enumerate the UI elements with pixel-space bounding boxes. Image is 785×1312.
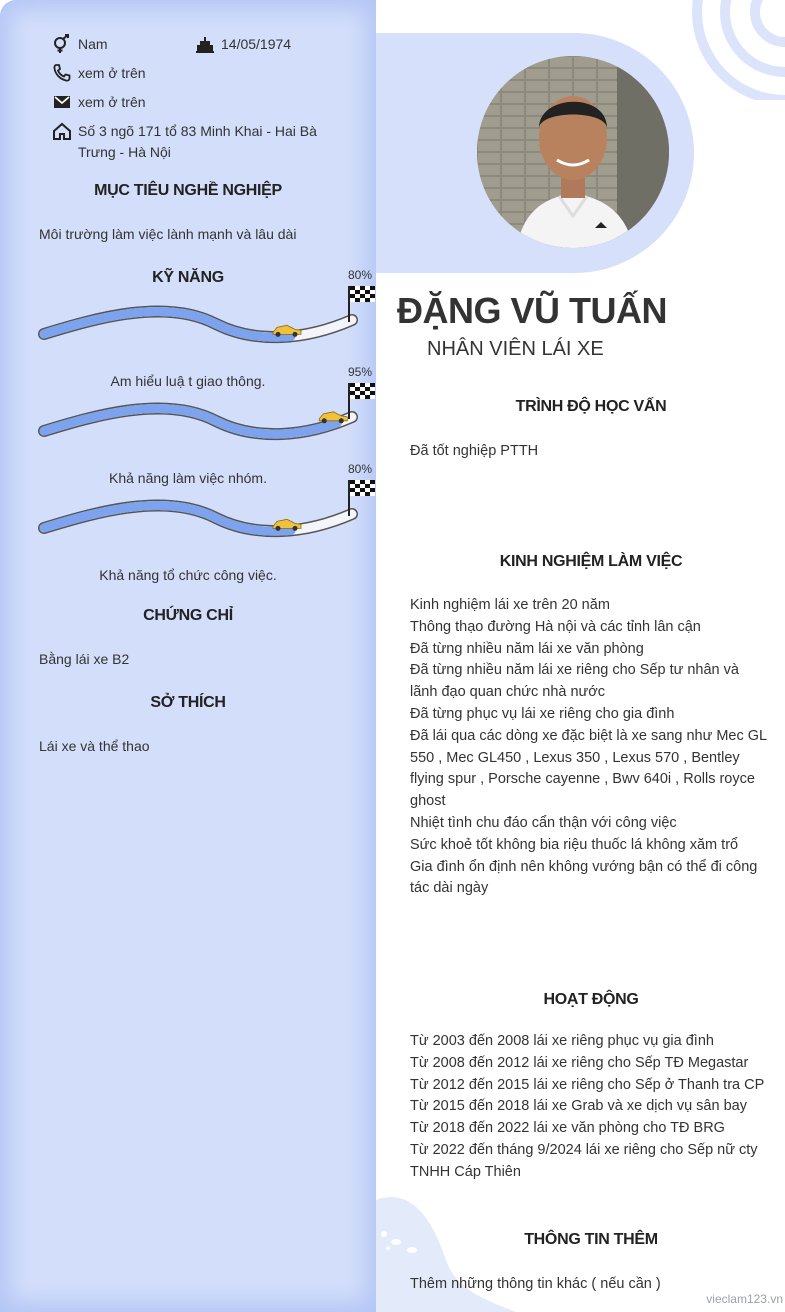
education-text: Đã tốt nghiệp PTTH <box>410 443 539 459</box>
certificates-title: CHỨNG CHỈ <box>143 607 233 624</box>
experience-item: Thông thạo đường Hà nội và các tỉnh lân cận <box>410 618 701 635</box>
checkered-flag-icon <box>350 480 375 496</box>
experience-item: Đã từng nhiều năm lái xe văn phòng <box>410 640 644 657</box>
activity-item: Từ 2018 đến 2022 lái xe văn phòng cho TĐ BRG <box>410 1120 725 1137</box>
skill-label: Khả năng làm việc nhóm. <box>109 470 267 486</box>
full-name: ĐẶNG VŨ TUẤN <box>397 290 667 331</box>
flag-pole <box>348 286 350 322</box>
flag-pole <box>348 383 350 419</box>
skill-percent: 80% <box>348 268 373 282</box>
skill-road <box>36 365 376 445</box>
checkered-flag-icon <box>350 383 375 399</box>
skill-road <box>36 268 376 348</box>
additional-title: THÔNG TIN THÊM <box>524 1231 658 1248</box>
skill-item <box>36 365 376 445</box>
email-text: xem ở trên <box>78 94 146 110</box>
address-text: Số 3 ngõ 171 tổ 83 Minh Khai - Hai Bà Trưng - Hà Nội <box>78 123 317 160</box>
experience-item: Đã từng phục vụ lái xe riêng cho gia đình <box>410 705 675 722</box>
additional-text: Thêm những thông tin khác ( nếu cần ) <box>410 1276 661 1292</box>
skill-item <box>36 462 376 542</box>
activity-item: Từ 2012 đến 2015 lái xe riêng cho Sếp ở Thanh tra CP <box>410 1076 765 1093</box>
checkered-flag-icon <box>350 286 375 302</box>
mail-icon <box>52 92 72 112</box>
skill-percent: 80% <box>348 462 373 476</box>
phone-row <box>52 63 146 84</box>
skill-label: Am hiểu luậ t giao thông. <box>110 373 266 389</box>
experience-item: Đã từng nhiều năm lái xe riêng cho Sếp tư nhân và lãnh đạo quan chức nhà nước <box>410 662 739 701</box>
skill-road <box>36 462 376 542</box>
activities-title: HOẠT ĐỘNG <box>543 991 639 1008</box>
experience-list <box>410 595 768 900</box>
home-icon <box>52 121 72 141</box>
experience-item: Kinh nghiệm lái xe trên 20 năm <box>410 597 610 613</box>
email-row <box>52 92 146 113</box>
experience-item: Sức khoẻ tốt không bia riệu thuốc lá không xăm trổ <box>410 836 739 853</box>
skills-title: KỸ NĂNG <box>152 269 224 286</box>
address-row <box>52 121 342 163</box>
activities-list <box>410 1031 768 1184</box>
birthday-row <box>195 34 291 55</box>
watermark: vieclam123.vn <box>706 1292 783 1306</box>
cake-icon <box>195 34 215 54</box>
profile-photo <box>477 56 669 248</box>
hobbies-title: SỞ THÍCH <box>150 694 226 711</box>
experience-item: Nhiệt tình chu đáo cẩn thận với công việc <box>410 814 677 831</box>
flag-pole <box>348 480 350 516</box>
activity-item: Từ 2015 đến 2018 lái xe Grab và xe dịch vụ sân bay <box>410 1098 747 1115</box>
skill-item <box>36 268 376 348</box>
gender-icon <box>52 34 72 54</box>
gender-text: Nam <box>78 36 108 52</box>
education-title: TRÌNH ĐỘ HỌC VẤN <box>515 398 667 415</box>
swirl-decoration <box>690 0 785 100</box>
job-title: NHÂN VIÊN LÁI XE <box>427 338 604 360</box>
activity-item: Từ 2003 đến 2008 lái xe riêng phục vụ gia đình <box>410 1033 714 1049</box>
hobbies-text: Lái xe và thể thao <box>39 738 150 754</box>
objective-text: Môi trường làm việc lành mạnh và lâu dài <box>39 226 297 242</box>
gender-row <box>52 34 108 55</box>
certificates-text: Bằng lái xe B2 <box>39 651 130 667</box>
activity-item: Từ 2008 đến 2012 lái xe riêng cho Sếp TĐ Megastar <box>410 1054 749 1071</box>
skill-percent: 95% <box>348 365 373 379</box>
experience-item: Gia đình ổn định nên không vướng bận có thể đi công tác dài ngày <box>410 858 758 897</box>
skill-label: Khả năng tổ chức công việc. <box>99 567 277 583</box>
experience-item: Đã lái qua các dòng xe đặc biệt là xe sang như Mec GL 550 , Mec GL450 , Lexus 350 , Lexus 570 , Bentley flying spur , Porsche cayenne , Bwv 640i , Rolls royce ghost <box>410 727 767 810</box>
objective-title: MỤC TIÊU NGHỀ NGHIỆP <box>94 182 282 199</box>
activity-item: Từ 2022 đến tháng 9/2024 lái xe riêng cho Sếp nữ cty TNHH Cáp Thiên <box>410 1141 758 1180</box>
wave-decoration <box>376 1190 516 1312</box>
birthday-text: 14/05/1974 <box>221 36 292 52</box>
phone-text: xem ở trên <box>78 65 146 81</box>
phone-icon <box>52 63 72 83</box>
experience-title: KINH NGHIỆM LÀM VIỆC <box>499 553 683 570</box>
